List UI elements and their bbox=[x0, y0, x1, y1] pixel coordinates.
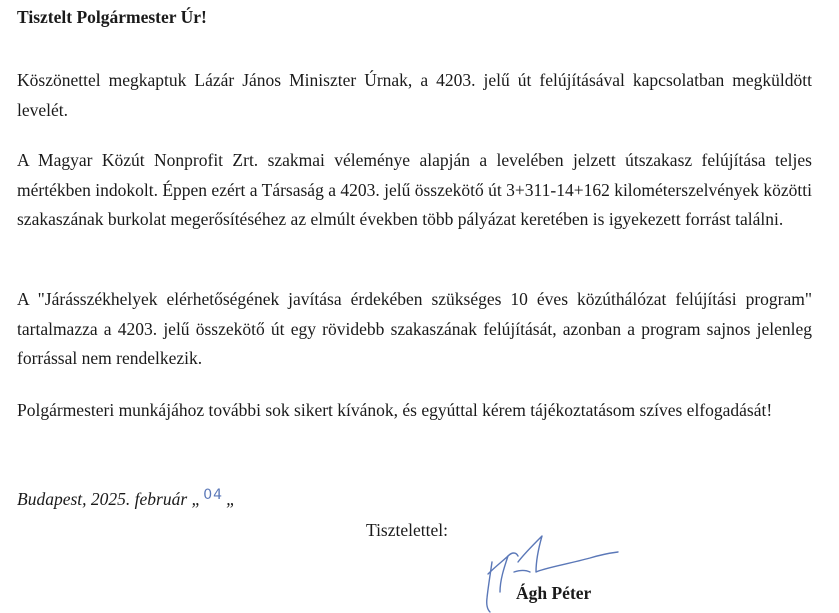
handwritten-day: 04 bbox=[203, 487, 224, 503]
date-line bbox=[17, 486, 236, 514]
paragraph-acknowledgement: Köszönettel megkaptuk Lázár János Miniszter Úrnak, a 4203. jelű út felújításával kapcsolatban megküldött levelét. bbox=[17, 70, 812, 120]
paragraph-program: A "Járásszékhelyek elérhetőségének javítása érdekében szükséges 10 éves közúthálózat felújítási program" tartalmazza a 4203. jelű összekötő út egy rövidebb szakaszának felújítását, azonban a program sajnos jelenleg forrással nem rendelkezik. bbox=[17, 289, 812, 368]
paragraph-closing-wishes: Polgármesteri munkájához további sok sikert kívánok, és egyúttal kérem tájékoztatásom szíves elfogadását! bbox=[17, 400, 773, 420]
closing-formula: Tisztelettel: bbox=[366, 520, 448, 540]
signer-name: Ágh Péter bbox=[516, 583, 592, 603]
date-suffix: „ bbox=[226, 489, 236, 509]
salutation: Tisztelt Polgármester Úr! bbox=[17, 7, 207, 27]
date-prefix: Budapest, 2025. február „ bbox=[17, 489, 202, 509]
paragraph-justification: A Magyar Közút Nonprofit Zrt. szakmai véleménye alapján a levelében jelzett útszakasz felújítása teljes mértékben indokolt. Éppen ezért a Társaság a 4203. jelű összekötő út 3+311-14+162 kilométerszelvények közötti szakaszának burkolat megerősítéséhez az elmúlt években több pályázat keretében is igyekezett forrást találni. bbox=[17, 150, 812, 229]
